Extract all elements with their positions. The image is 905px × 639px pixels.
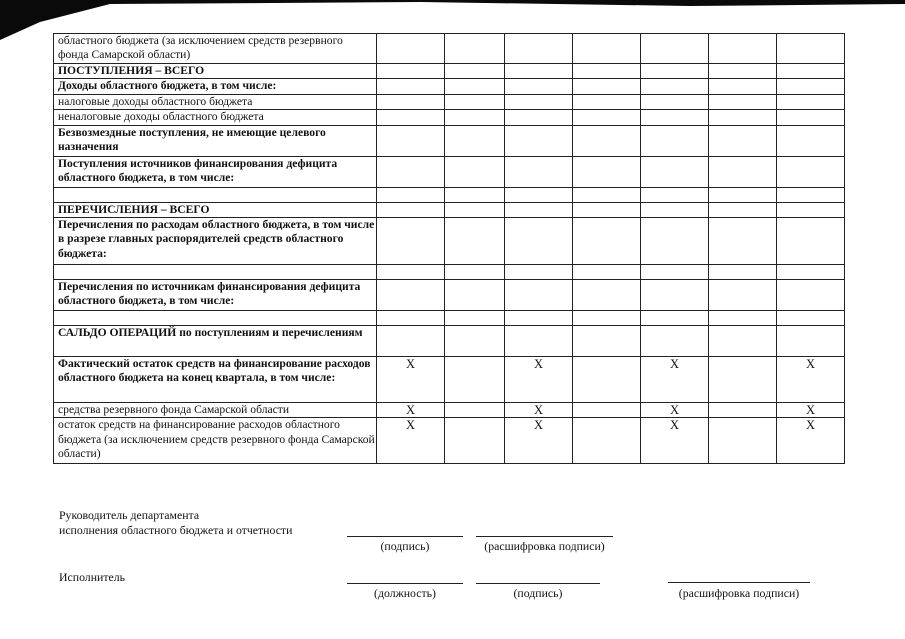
table-row xyxy=(54,156,845,187)
value-cell xyxy=(641,94,709,109)
value-cell xyxy=(445,34,505,64)
value-cell xyxy=(505,280,573,311)
row-label: областного бюджета (за исключением средств резервного фонда Самарской области) xyxy=(54,34,377,64)
value-cell xyxy=(709,280,777,311)
table-body xyxy=(54,34,845,464)
executor-decoding-line xyxy=(668,582,810,583)
row-label xyxy=(54,265,377,280)
value-cell xyxy=(573,202,641,217)
executor-position-line xyxy=(347,583,463,584)
row-label xyxy=(54,187,377,202)
value-cell xyxy=(777,187,845,202)
value-cell xyxy=(641,110,709,125)
value-cell xyxy=(709,403,777,418)
value-cell xyxy=(445,311,505,326)
table-row xyxy=(54,202,845,217)
value-cell xyxy=(573,218,641,265)
value-cell xyxy=(377,326,445,357)
value-cell xyxy=(709,311,777,326)
value-cell xyxy=(573,403,641,418)
value-cell xyxy=(505,94,573,109)
value-cell xyxy=(445,110,505,125)
value-cell xyxy=(377,156,445,187)
value-cell xyxy=(641,326,709,357)
table-row xyxy=(54,280,845,311)
executor-position-caption: (должность) xyxy=(374,586,436,600)
row-label: Перечисления по расходам областного бюджета, в том числе в разрезе главных распорядителей средств областного бюджета: xyxy=(54,218,377,265)
value-cell xyxy=(377,34,445,64)
value-cell xyxy=(709,418,777,464)
head-decoding-caption: (расшифровка подписи) xyxy=(484,539,605,553)
row-label: САЛЬДО ОПЕРАЦИЙ по поступлениям и перечислениям xyxy=(54,326,377,357)
value-cell xyxy=(445,125,505,156)
cell-x-mark: X xyxy=(377,357,445,403)
row-label: ПЕРЕЧИСЛЕНИЯ – ВСЕГО xyxy=(54,202,377,217)
value-cell xyxy=(377,125,445,156)
value-cell xyxy=(505,187,573,202)
value-cell xyxy=(377,218,445,265)
value-cell xyxy=(709,64,777,79)
value-cell xyxy=(573,418,641,464)
value-cell xyxy=(573,187,641,202)
value-cell xyxy=(445,280,505,311)
value-cell xyxy=(445,326,505,357)
value-cell xyxy=(505,110,573,125)
value-cell xyxy=(777,265,845,280)
value-cell xyxy=(377,265,445,280)
value-cell xyxy=(709,187,777,202)
value-cell xyxy=(777,280,845,311)
row-label: Поступления источников финансирования дефицита областного бюджета, в том числе: xyxy=(54,156,377,187)
value-cell xyxy=(505,202,573,217)
cell-x-mark: X xyxy=(505,418,573,464)
value-cell xyxy=(641,218,709,265)
value-cell xyxy=(573,94,641,109)
value-cell xyxy=(641,156,709,187)
value-cell xyxy=(445,202,505,217)
value-cell xyxy=(445,403,505,418)
value-cell xyxy=(573,64,641,79)
cell-x-mark: X xyxy=(505,357,573,403)
value-cell xyxy=(777,326,845,357)
value-cell xyxy=(641,187,709,202)
table-row xyxy=(54,187,845,202)
value-cell xyxy=(445,265,505,280)
value-cell xyxy=(777,311,845,326)
row-label: Перечисления по источникам финансирования дефицита областного бюджета, в том числе: xyxy=(54,280,377,311)
value-cell xyxy=(573,357,641,403)
head-decoding-line xyxy=(476,536,613,537)
value-cell xyxy=(573,326,641,357)
cell-x-mark: X xyxy=(377,418,445,464)
value-cell xyxy=(505,125,573,156)
table-row xyxy=(54,218,845,265)
value-cell xyxy=(641,280,709,311)
head-title-line2: исполнения областного бюджета и отчетности xyxy=(59,523,293,537)
cell-x-mark: X xyxy=(641,418,709,464)
value-cell xyxy=(377,187,445,202)
table-row xyxy=(54,94,845,109)
value-cell xyxy=(505,156,573,187)
value-cell xyxy=(445,64,505,79)
head-signature-caption: (подпись) xyxy=(380,539,430,553)
value-cell xyxy=(505,326,573,357)
value-cell xyxy=(641,311,709,326)
table-row xyxy=(54,125,845,156)
executor-signature-caption: (подпись) xyxy=(513,586,563,600)
value-cell xyxy=(573,110,641,125)
cell-x-mark: X xyxy=(777,357,845,403)
head-signature-line xyxy=(347,536,463,537)
value-cell xyxy=(377,110,445,125)
table-row xyxy=(54,418,845,464)
table-row xyxy=(54,64,845,79)
value-cell xyxy=(445,357,505,403)
value-cell xyxy=(709,110,777,125)
table-row xyxy=(54,265,845,280)
value-cell xyxy=(573,311,641,326)
value-cell xyxy=(573,34,641,64)
value-cell xyxy=(777,110,845,125)
row-label: Доходы областного бюджета, в том числе: xyxy=(54,79,377,94)
row-label: Безвозмездные поступления, не имеющие целевого назначения xyxy=(54,125,377,156)
value-cell xyxy=(445,418,505,464)
value-cell xyxy=(505,64,573,79)
value-cell xyxy=(573,280,641,311)
table-row xyxy=(54,326,845,357)
value-cell xyxy=(573,125,641,156)
value-cell xyxy=(505,34,573,64)
value-cell xyxy=(573,79,641,94)
row-label: остаток средств на финансирование расходов областного бюджета (за исключением средств резервного фонда Самарской области) xyxy=(54,418,377,464)
value-cell xyxy=(777,202,845,217)
row-label xyxy=(54,311,377,326)
value-cell xyxy=(709,265,777,280)
cell-x-mark: X xyxy=(777,403,845,418)
value-cell xyxy=(377,94,445,109)
value-cell xyxy=(377,280,445,311)
value-cell xyxy=(641,34,709,64)
executor-decoding-caption: (расшифровка подписи) xyxy=(678,586,800,600)
value-cell xyxy=(505,218,573,265)
executor-label: Исполнитель xyxy=(59,570,125,584)
table-row xyxy=(54,357,845,403)
row-label: неналоговые доходы областного бюджета xyxy=(54,110,377,125)
budget-operations-table xyxy=(53,33,845,464)
value-cell xyxy=(709,218,777,265)
value-cell xyxy=(377,202,445,217)
value-cell xyxy=(709,34,777,64)
value-cell xyxy=(505,265,573,280)
row-label: налоговые доходы областного бюджета xyxy=(54,94,377,109)
value-cell xyxy=(709,156,777,187)
value-cell xyxy=(709,125,777,156)
table-row xyxy=(54,403,845,418)
value-cell xyxy=(641,79,709,94)
table-row xyxy=(54,34,845,64)
row-label: средства резервного фонда Самарской области xyxy=(54,403,377,418)
value-cell xyxy=(641,202,709,217)
value-cell xyxy=(709,357,777,403)
table-row xyxy=(54,79,845,94)
cell-x-mark: X xyxy=(641,357,709,403)
table-row xyxy=(54,110,845,125)
executor-signature-line xyxy=(476,583,600,584)
value-cell xyxy=(445,187,505,202)
value-cell xyxy=(777,79,845,94)
value-cell xyxy=(641,125,709,156)
value-cell xyxy=(777,218,845,265)
value-cell xyxy=(777,64,845,79)
value-cell xyxy=(777,34,845,64)
value-cell xyxy=(641,265,709,280)
value-cell xyxy=(505,311,573,326)
row-label: ПОСТУПЛЕНИЯ – ВСЕГО xyxy=(54,64,377,79)
cell-x-mark: X xyxy=(641,403,709,418)
value-cell xyxy=(709,326,777,357)
table-row xyxy=(54,311,845,326)
value-cell xyxy=(377,79,445,94)
head-title-line1: Руководитель департамента xyxy=(59,508,200,522)
value-cell xyxy=(777,94,845,109)
value-cell xyxy=(445,94,505,109)
value-cell xyxy=(777,156,845,187)
value-cell xyxy=(573,156,641,187)
row-label: Фактический остаток средств на финансирование расходов областного бюджета на конец квартала, в том числе: xyxy=(54,357,377,403)
cell-x-mark: X xyxy=(377,403,445,418)
value-cell xyxy=(709,202,777,217)
value-cell xyxy=(445,79,505,94)
value-cell xyxy=(709,94,777,109)
value-cell xyxy=(377,311,445,326)
value-cell xyxy=(573,265,641,280)
cell-x-mark: X xyxy=(777,418,845,464)
value-cell xyxy=(505,79,573,94)
value-cell xyxy=(445,156,505,187)
value-cell xyxy=(709,79,777,94)
value-cell xyxy=(777,125,845,156)
cell-x-mark: X xyxy=(505,403,573,418)
value-cell xyxy=(445,218,505,265)
value-cell xyxy=(641,64,709,79)
value-cell xyxy=(377,64,445,79)
